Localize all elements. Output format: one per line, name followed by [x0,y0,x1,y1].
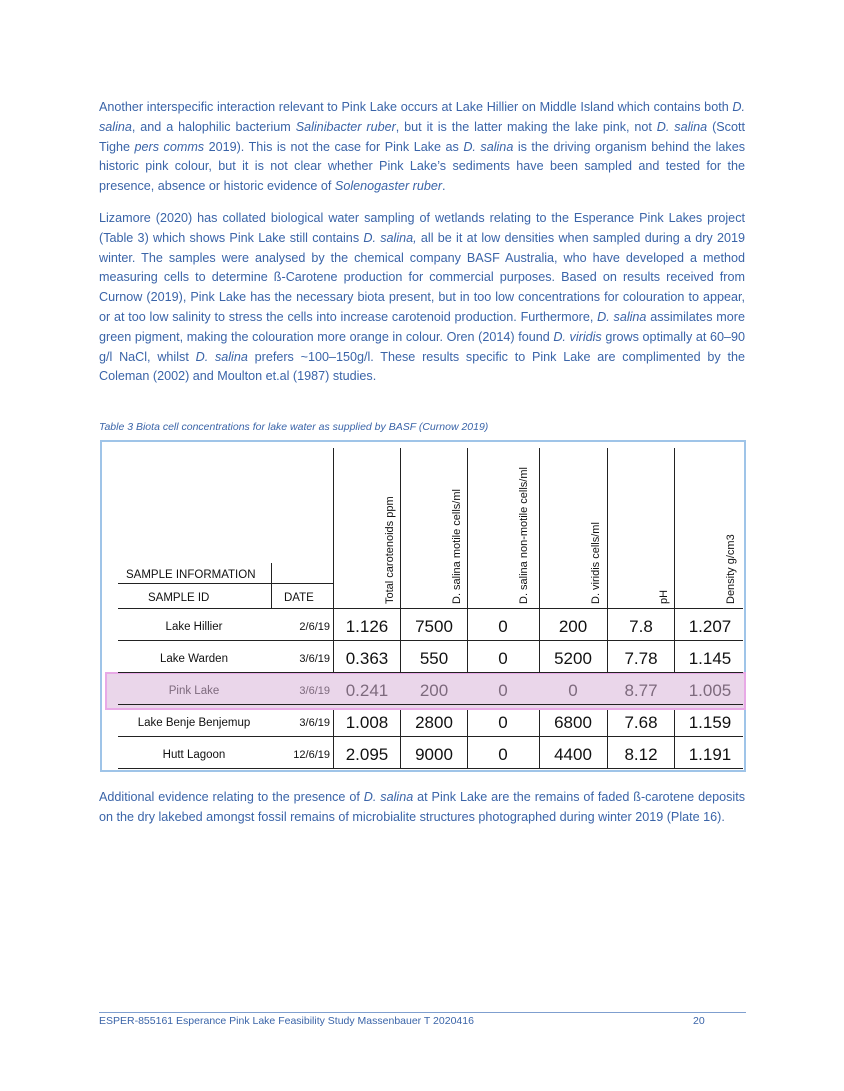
value-cell: 0 [498,713,508,732]
italic-term: pers comms [134,139,205,154]
row-divider [118,672,743,673]
column-header: pH [658,589,670,604]
row-divider [118,704,743,705]
sample-name-cell: Lake Benje Benjemup [137,717,251,729]
sample-name-cell: Lake Hillier [165,621,223,633]
text-run: assimilates more green pigment, making the colouration more orange in colour. Oren (2014) found [99,309,745,344]
value-cell: 1.005 [688,681,732,700]
paragraph-lake-hillier [99,98,745,197]
value-cell: 8.77 [624,681,658,700]
row-divider [118,640,743,641]
sample-name-cell: Lake Warden [160,653,228,665]
value-cell: 2800 [415,713,453,732]
italic-term: D. salina, [363,230,417,245]
sample-date-cell: 12/6/19 [293,749,330,761]
value-cell: 200 [558,617,588,636]
sample-date-cell: 3/6/19 [299,717,330,729]
column-header: D. salina non-motile cells/ml [518,467,530,604]
text-run: Additional evidence relating to the presence of [99,790,364,804]
value-cell: 0 [498,681,508,700]
value-cell: 0 [568,681,578,700]
value-cell: 0 [498,649,508,668]
sample-date-cell: 3/6/19 [299,685,330,697]
value-cell: 5200 [554,649,592,668]
sample-name-cell: Hutt Lagoon [162,749,226,761]
column-header: D. viridis cells/ml [590,522,602,604]
value-cell: 0.363 [345,649,389,668]
row-divider [118,736,743,737]
sample-id-header: SAMPLE ID [148,592,210,604]
value-cell: 7.78 [624,649,658,668]
italic-term: D. salina [597,309,647,324]
value-cell: 0 [498,745,508,764]
text-run: Another interspecific interaction relevant to Pink Lake occurs at Lake Hillier on Middle Island which contains both [99,100,733,114]
table-caption: Table 3 Biota cell concentrations for lake water as supplied by BASF (Curnow 2019) [99,421,489,433]
footer-rule [99,1012,746,1013]
sample-name-cell: Pink Lake [168,685,220,697]
sample-date-cell: 2/6/19 [299,621,330,633]
table-divider [118,608,743,609]
text-run: all be it at low densities when sampled during a dry 2019 winter. The samples were analysed by the chemical company BASF Australia, who have developed a method measuring cells to determine ß-Carotene production for commercial purposes. Based on results received from Curnow (2019), Pink Lake has the necessary biota present, but in too low concentrations for colouration to appear, or at too low salinity to stress the cells into increase carotenoid production. Furthermore, [99,230,745,324]
text-run: (Scott Tighe [99,119,745,154]
value-cell: 1.191 [688,745,732,764]
column-header: Total carotenoids ppm [384,496,396,604]
value-cell: 8.12 [624,745,658,764]
text-run: is the driving organism behind the lakes historic pink colour, but it is not clear whether Pink Lake’s sediments have been sampled and tested for the presence, absence or historic evidence of [99,139,746,194]
text-run: . [442,179,446,194]
value-cell: 4400 [554,745,592,764]
text-run: , but it is the latter making the lake pink, not [395,119,657,134]
value-cell: 0.241 [345,681,389,700]
text-run: 2019). This is not the case for Pink Lake as [204,139,464,154]
column-header: Density g/cm3 [725,534,737,604]
value-cell: 0 [498,617,508,636]
value-cell: 6800 [554,713,592,732]
sample-information-header: SAMPLE INFORMATION [126,569,256,581]
value-cell: 1.145 [688,649,732,668]
value-cell: 7500 [415,617,453,636]
value-cell: 9000 [415,745,453,764]
text-run: at Pink Lake are the remains of faded ß-carotene deposits on the dry lakebed amongst fossil remains of microbialite structures photographed during winter 2019 (Plate 16). [99,790,746,824]
italic-term: D. salina [99,100,745,134]
italic-term: D. viridis [553,329,602,344]
paragraph-additional-evidence [99,788,745,828]
value-cell: 1.207 [688,617,732,636]
footer-text: ESPER-855161 Esperance Pink Lake Feasibility Study Massenbauer T 2020416 [99,1015,474,1027]
text-run: prefers ~100–150g/l. These results specific to Pink Lake are complimented by the Coleman (2002) and Moulton et.al (1987) studies. [99,349,746,384]
value-cell: 200 [419,681,449,700]
table-divider [118,583,333,584]
table-divider [271,563,272,609]
row-divider [118,768,743,769]
value-cell: 550 [419,649,449,668]
page-number: 20 [693,1015,705,1027]
value-cell: 1.126 [345,617,389,636]
sample-date-cell: 3/6/19 [299,653,330,665]
column-header: D. salina motile cells/ml [451,489,463,604]
italic-term: D. salina [195,349,248,364]
value-cell: 7.68 [624,713,658,732]
value-cell: 7.8 [629,617,653,636]
italic-term: Solenogaster ruber [334,179,443,194]
italic-term: Salinibacter ruber [295,119,396,134]
date-header: DATE [284,592,314,604]
italic-term: D. salina [463,139,514,154]
value-cell: 1.159 [688,713,732,732]
text-run: grows optimally at 60–90 g/l NaCl, whilst [99,329,745,364]
italic-term: D. salina [656,119,708,134]
italic-term: D. salina [363,790,414,804]
text-run: Lizamore (2020) has collated biological water sampling of wetlands relating to the Esperance Pink Lakes project (Table 3) which shows Pink Lake still contains [99,211,745,245]
paragraph-lizamore [99,209,745,387]
value-cell: 2.095 [345,745,389,764]
value-cell: 1.008 [345,713,389,732]
text-run: , and a halophilic bacterium [131,119,296,134]
